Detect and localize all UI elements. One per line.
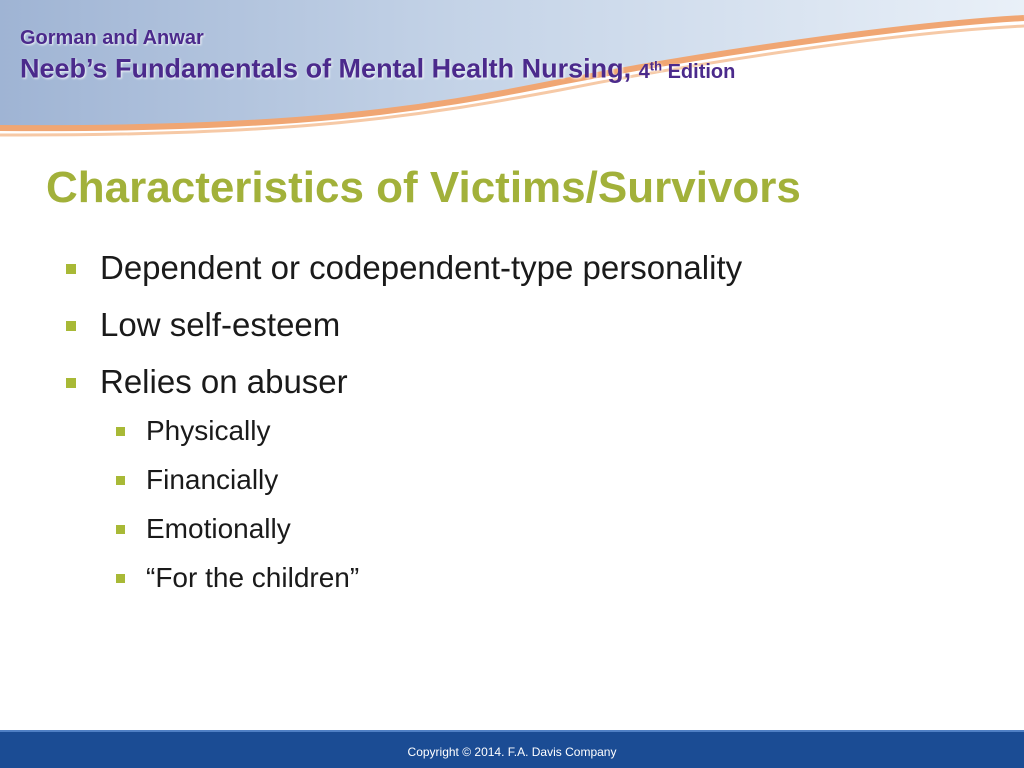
book-title-text: Neeb’s Fundamentals of Mental Health Nursing, (20, 53, 632, 84)
header-block (20, 26, 735, 88)
square-bullet-icon (116, 427, 125, 436)
sub-bullet-text: Financially (146, 464, 279, 495)
sub-bullet-text: “For the children” (146, 562, 360, 593)
bullet-item (62, 363, 992, 420)
square-bullet-icon (116, 476, 125, 485)
square-bullet-icon (66, 321, 76, 331)
bullet-list (62, 249, 992, 610)
sub-bullet-item (62, 512, 992, 561)
edition-number: 4 (638, 60, 650, 83)
square-bullet-icon (116, 525, 125, 534)
copyright-text: Copyright © 2014. F.A. Davis Company (407, 745, 617, 759)
square-bullet-icon (66, 378, 76, 388)
slide-title: Characteristics of Victims/Survivors (46, 163, 801, 212)
bullet-text: Relies on abuser (100, 363, 348, 400)
square-bullet-icon (66, 264, 76, 274)
bullet-item (62, 249, 992, 306)
sub-bullet-text: Emotionally (146, 513, 291, 544)
header-authors: Gorman and Anwar (20, 27, 204, 49)
sub-bullet-text: Physically (146, 415, 271, 446)
edition-label (638, 58, 736, 83)
header-book-title (20, 50, 735, 88)
bullet-text: Low self-esteem (100, 306, 341, 343)
sub-bullet-item (62, 414, 992, 463)
bullet-text: Dependent or codependent-type personality (100, 249, 743, 286)
sub-bullet-item (62, 561, 992, 610)
sub-bullet-item (62, 463, 992, 512)
edition-word: Edition (667, 60, 736, 83)
bullet-item (62, 306, 992, 363)
square-bullet-icon (116, 574, 125, 583)
edition-suffix: th (649, 58, 663, 73)
